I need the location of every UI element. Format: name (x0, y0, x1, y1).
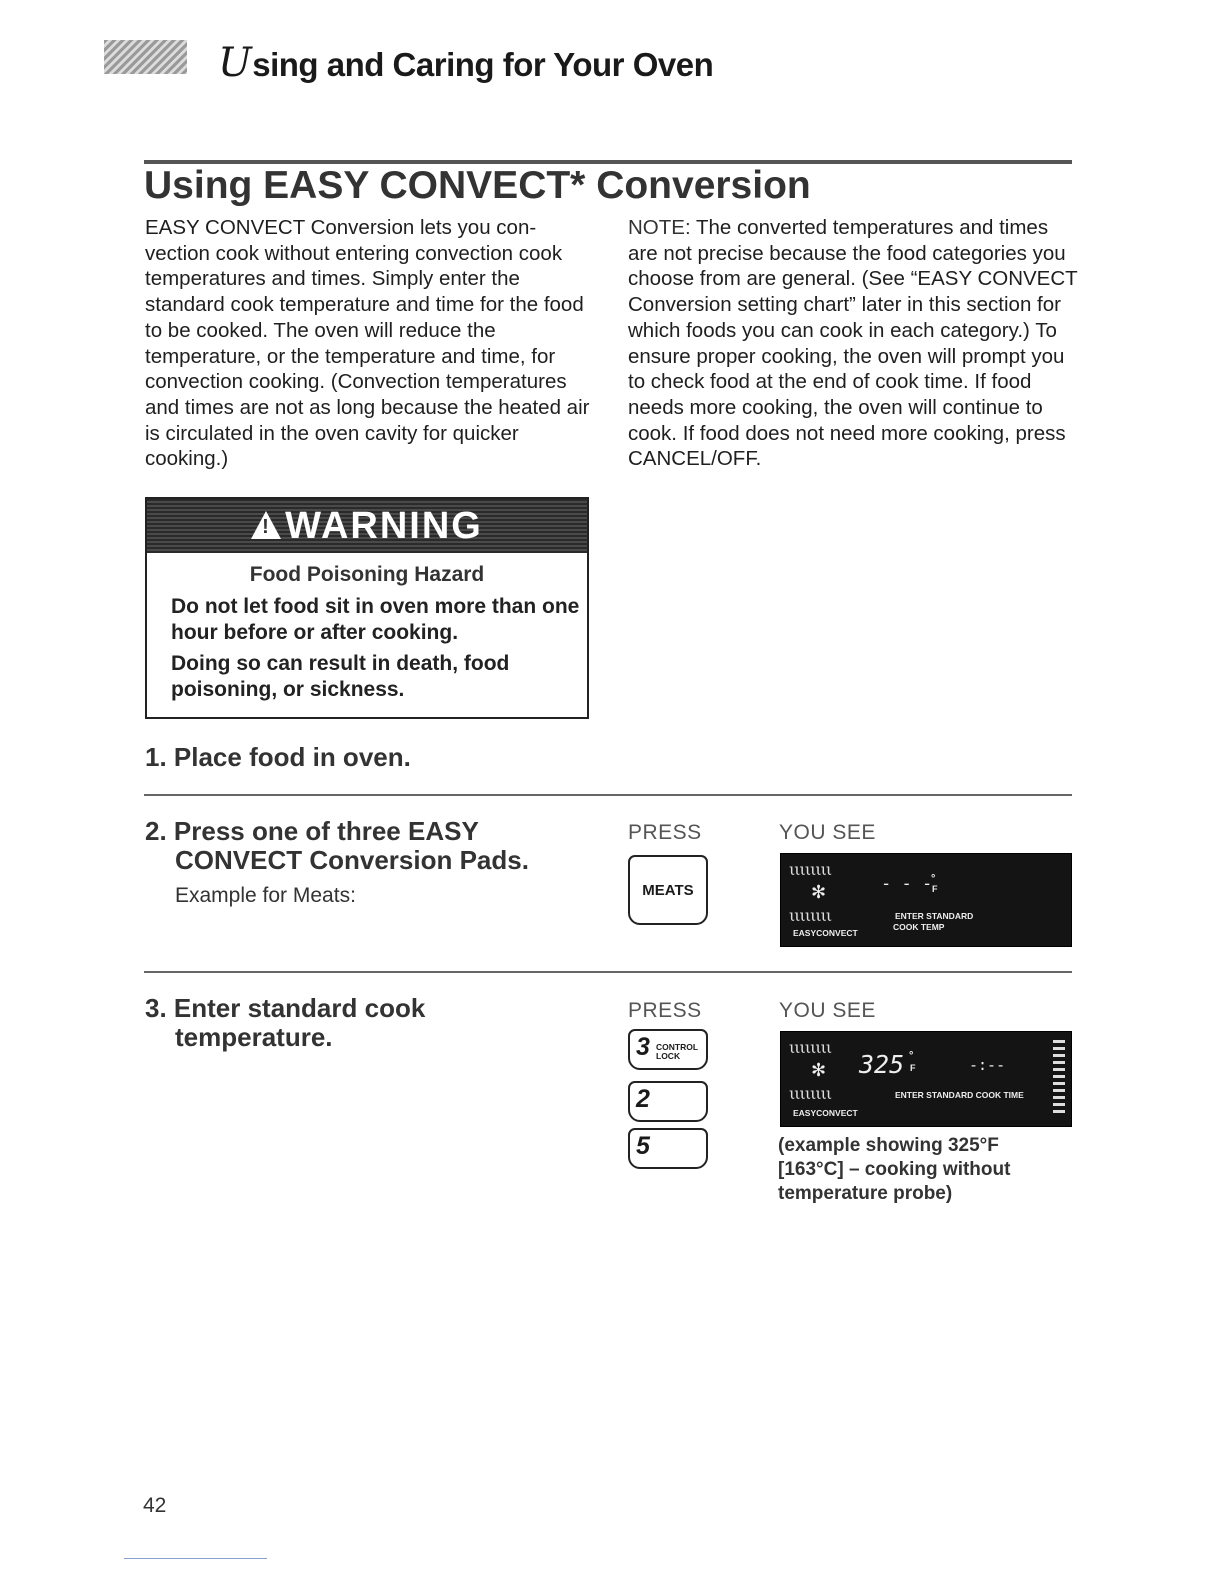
warning-triangle-icon (251, 511, 281, 539)
step-3-heading-line1: 3. Enter standard cook (145, 993, 426, 1023)
warning-banner (147, 499, 587, 553)
number-pad-5[interactable] (628, 1128, 708, 1169)
step-divider (144, 971, 1072, 973)
meats-pad[interactable] (628, 855, 708, 925)
step-divider (144, 794, 1072, 796)
step-2-heading (145, 817, 529, 875)
display-mode-label: EASYCONVECT (793, 928, 858, 938)
pad-3-sublabel (656, 1043, 698, 1061)
pad-2-number: 2 (636, 1085, 650, 1113)
pad-3-sublabel-line2: LOCK (656, 1051, 681, 1061)
display-wave-top-icon: ιιιιιιιι (789, 860, 832, 879)
you-see-label: YOU SEE (779, 999, 876, 1022)
warning-hazard-title: Food Poisoning Hazard (249, 563, 485, 586)
pad-5-number: 5 (636, 1132, 650, 1160)
header-logo-block (104, 40, 187, 74)
display-caption: (example showing 325°F [163°C] – cooking without temperature probe) (778, 1135, 1011, 1204)
display-prompt-line2: COOK TEMP (893, 922, 945, 932)
pad-3-sublabel-line1: CONTROL (656, 1042, 699, 1052)
display-degree: ° (909, 1050, 914, 1062)
display-wave-bottom-icon: ιιιιιιιι (789, 906, 832, 925)
display-unit: F (932, 884, 938, 894)
warning-consequence: Doing so can result in death, food poisoning, or sickness. (171, 652, 510, 701)
note-text: The converted temperatures and times are not precise because the food categories you choose from are general. (See “EASY CONVECT Conversion setting chart” later in this section for which foods you can cook in each category.) To ensure proper cooking, the oven will prompt you to check food at the end of cook time. If food needs more cooking, the oven will continue to cook. If food does not need more cooking, press CANCEL/OFF. (628, 216, 1078, 471)
display-prompt-line1: ENTER STANDARD (895, 911, 974, 921)
display-degree: ° (931, 873, 936, 885)
step-3-heading-line2: temperature. (175, 1022, 333, 1052)
convection-fan-icon: ✻ (811, 1060, 827, 1080)
press-label: PRESS (628, 821, 702, 844)
step-3-heading (145, 994, 425, 1052)
step-2-heading-line2: CONVECT Conversion Pads. (175, 845, 529, 875)
intro-paragraph: EASY CONVECT Conversion lets you con-vection cook without entering convection cook temperatures and times. Simply enter the standard cook temperature and time for the food to be cooked. The oven will reduce the temperature, or the temperature and time, for convection cooking. (Convection temperatures and times are not as long because the heated air is circulated in the oven cavity for quicker cooking.) (145, 216, 590, 471)
display-time: -:-- (969, 1056, 1006, 1074)
oven-display-step3 (780, 1031, 1072, 1127)
header-title-initial: U (218, 40, 252, 86)
oven-display-step2 (780, 853, 1072, 947)
section-title: Using EASY CONVECT* Conversion (144, 164, 811, 207)
display-prompt: ENTER STANDARD COOK TIME (895, 1090, 1024, 1100)
pad-3-number: 3 (636, 1033, 650, 1061)
number-pad-2[interactable] (628, 1081, 708, 1122)
display-wave-top-icon: ιιιιιιιι (789, 1038, 832, 1057)
display-unit: F (910, 1063, 916, 1073)
display-mode-label: EASYCONVECT (793, 1108, 858, 1118)
header-title-rest: sing and Caring for Your Oven (252, 46, 714, 83)
warning-banner-text: WARNING (285, 504, 483, 547)
warning-instruction: Do not let food sit in oven more than one hour before or after cooking. (171, 595, 580, 644)
display-temp-dashes: - - - (881, 874, 933, 894)
step-2-example: Example for Meats: (175, 884, 356, 907)
step-1-heading: 1. Place food in oven. (145, 742, 411, 772)
display-level-bars (1053, 1040, 1065, 1117)
meats-pad-label: MEATS (642, 881, 694, 899)
you-see-label: YOU SEE (779, 821, 876, 844)
press-label: PRESS (628, 999, 702, 1022)
footer-rule (124, 1558, 267, 1559)
note-paragraph (628, 215, 1078, 472)
warning-box (145, 497, 589, 719)
page-number: 42 (143, 1494, 167, 1517)
display-wave-bottom-icon: ιιιιιιιι (789, 1084, 832, 1103)
convection-fan-icon: ✻ (811, 882, 827, 902)
header-title (218, 40, 713, 86)
step-2-heading-line1: 2. Press one of three EASY (145, 816, 479, 846)
number-pad-3[interactable] (628, 1029, 708, 1070)
note-label: NOTE: (628, 216, 691, 239)
display-temperature: 325 (859, 1050, 905, 1079)
